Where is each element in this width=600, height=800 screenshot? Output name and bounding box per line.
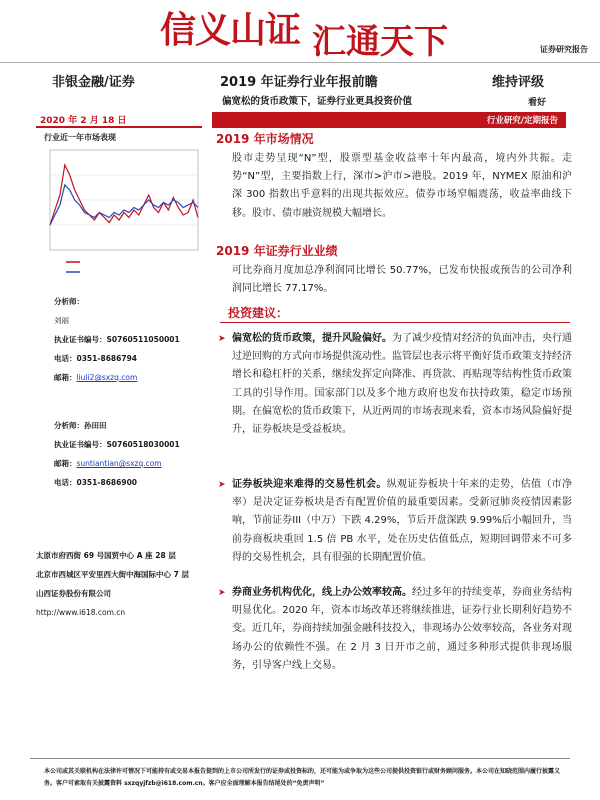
address-line: 太原市府西街 69 号国贸中心 A 座 28 层 [36, 551, 176, 560]
chart-series-line-2 [50, 185, 198, 225]
section-body-performance: 可比券商月度加总净利润同比增长 50.77%，已发布快报或预告的公司净利润同比增长 77.17%。 [232, 265, 572, 295]
brand-slogan: 汇通天下 [312, 22, 448, 62]
date-cell [36, 112, 202, 128]
address-line: 北京市西城区平安里西大街中海国际中心 7 层 [36, 570, 189, 579]
bullet-arrow-icon: ➤ [218, 334, 226, 344]
analyst-cert: 执业证书编号：S0760518030001 [54, 440, 180, 449]
report-type-label: 证券研究报告 [540, 45, 588, 54]
report-subheader [0, 62, 600, 112]
brand-logo: 信义山证 [160, 9, 301, 51]
analyst-card-1 [54, 292, 204, 387]
analyst-email-link[interactable]: liuli2@sxzq.com [76, 373, 138, 382]
divider [220, 322, 570, 323]
section-title-advice: 投资建议： [228, 306, 289, 320]
advice-bullet-1 [218, 330, 572, 439]
disclaimer-text: 本公司或其关联机构在法律许可情况下可能持有或交易本报告提到的上市公司所发行的证券或投资标的，还可能为或争取为这些公司提供投资银行或财务顾问服务。本公司在知晓范围内履行披露义务。客户可索取有关披露资料 sxzqyjfzb@i618.com.cn。客户应全面理解本报告结尾处的“免责声明” [44, 768, 561, 787]
analyst-card-2 [54, 416, 204, 492]
analyst-name: 刘丽 [54, 316, 69, 325]
analyst-phone: 电话：0351-8686794 [54, 354, 138, 363]
section-title-market: 2019 年市场情况 [216, 132, 314, 146]
bullet-text: 纵观证券板块十年来的走势，估值（市净率）是决定证券板块是否有配置价值的最重要因素。受新冠肺炎疫情因素影响，节前证券III（中万）下跌 4.29%，节后开盘深跌 9.99%后小幅回升，当前券商板块重回 1.5 倍 PB 水平，处在历史估值低点，短期回调带来不可多得的交易性机会，具有很强的长期配置价值。 [232, 479, 572, 563]
page-title: 2019 年证券行业年报前瞻 [220, 75, 378, 90]
sector-label: 非银金融/证券 [52, 75, 135, 90]
section-body-market: 股市走势呈现“N”型，股票型基金收益率十年内最高，境内外共振。走势“N”型，主要指数上行，深市>沪市>港股。2019 年，NYMEX 原油和沪深 300 指数出乎意料的出现共振效应。债券市场窄幅震荡，收益率曲线下移。股市、债市融资规模大幅增长。 [232, 153, 572, 219]
bullet-lead: 券商业务机构优化，线上办公效率较高。 [232, 587, 412, 598]
section-title-performance: 2019 年证券行业业绩 [216, 244, 338, 258]
analyst-label: 分析师： [54, 421, 84, 430]
category-bar [212, 112, 566, 128]
advice-bullet-3 [218, 584, 572, 675]
meta-bar [0, 112, 600, 128]
analyst-label: 分析师： [54, 297, 84, 306]
website-link[interactable]: http://www.i618.com.cn [36, 608, 126, 617]
analyst-email-link[interactable]: suntiantian@sxzq.com [76, 459, 162, 468]
bullet-lead: 证券板块迎来难得的交易性机会。 [232, 479, 387, 490]
report-category: 行业研究/定期报告 [486, 116, 558, 126]
analyst-cert: 执业证书编号：S0760511050001 [54, 335, 180, 344]
advice-bullet-2 [218, 476, 572, 567]
bullet-arrow-icon: ➤ [218, 480, 226, 490]
address-block [36, 546, 204, 622]
market-performance-chart [36, 144, 204, 284]
bullet-text: 为了减少疫情对经济的负面冲击，央行通过逆回购的方式向市场提供流动性。监管层也表示将平衡好货币政策支持经济增长和稳杠杆的关系，继续发挥定向降准、再贷款、再贴现等结构性货币政策工具的引导作用。国家部门以及多个地方政府也发布扶持政策，稳定市场预期。在偏宽松的货币政策下，从近两周的市场表现来看，资本市场风险偏好提升，证券板块是受益板块。 [232, 333, 572, 436]
page-header [0, 0, 600, 62]
footer-divider [30, 758, 570, 759]
bullet-lead: 偏宽松的货币政策，提升风险偏好。 [232, 333, 392, 344]
outlook-label: 看好 [528, 98, 547, 108]
chart-title: 行业近一年市场表现 [44, 133, 116, 142]
company-name: 山西证券股份有限公司 [36, 589, 111, 598]
chart-svg [36, 144, 204, 284]
analyst-phone: 电话：0351-8686900 [54, 478, 138, 487]
page-subtitle: 偏宽松的货币政策下，证券行业更具投资价值 [222, 96, 413, 107]
analyst-email-label: 邮箱： [54, 459, 77, 468]
bullet-text: 经过多年的持续变革，券商业务结构明显优化。2020 年，资本市场改革还将继续推进，证券行业长期利好趋势不变。近几年，券商持续加强金融科技投入，非现场办公效率较高，各业务对现场办公的依赖性不强。在 2 月 3 日开市之前，通过多种形式提供非现场服务，引导客户线上交易。 [232, 587, 572, 671]
rating-label: 维持评级 [492, 75, 545, 90]
analyst-name: 孙田田 [84, 421, 107, 430]
report-date: 2020 年 2 月 18 日 [40, 116, 127, 126]
bullet-arrow-icon: ➤ [218, 588, 226, 598]
analyst-email-label: 邮箱： [54, 373, 77, 382]
